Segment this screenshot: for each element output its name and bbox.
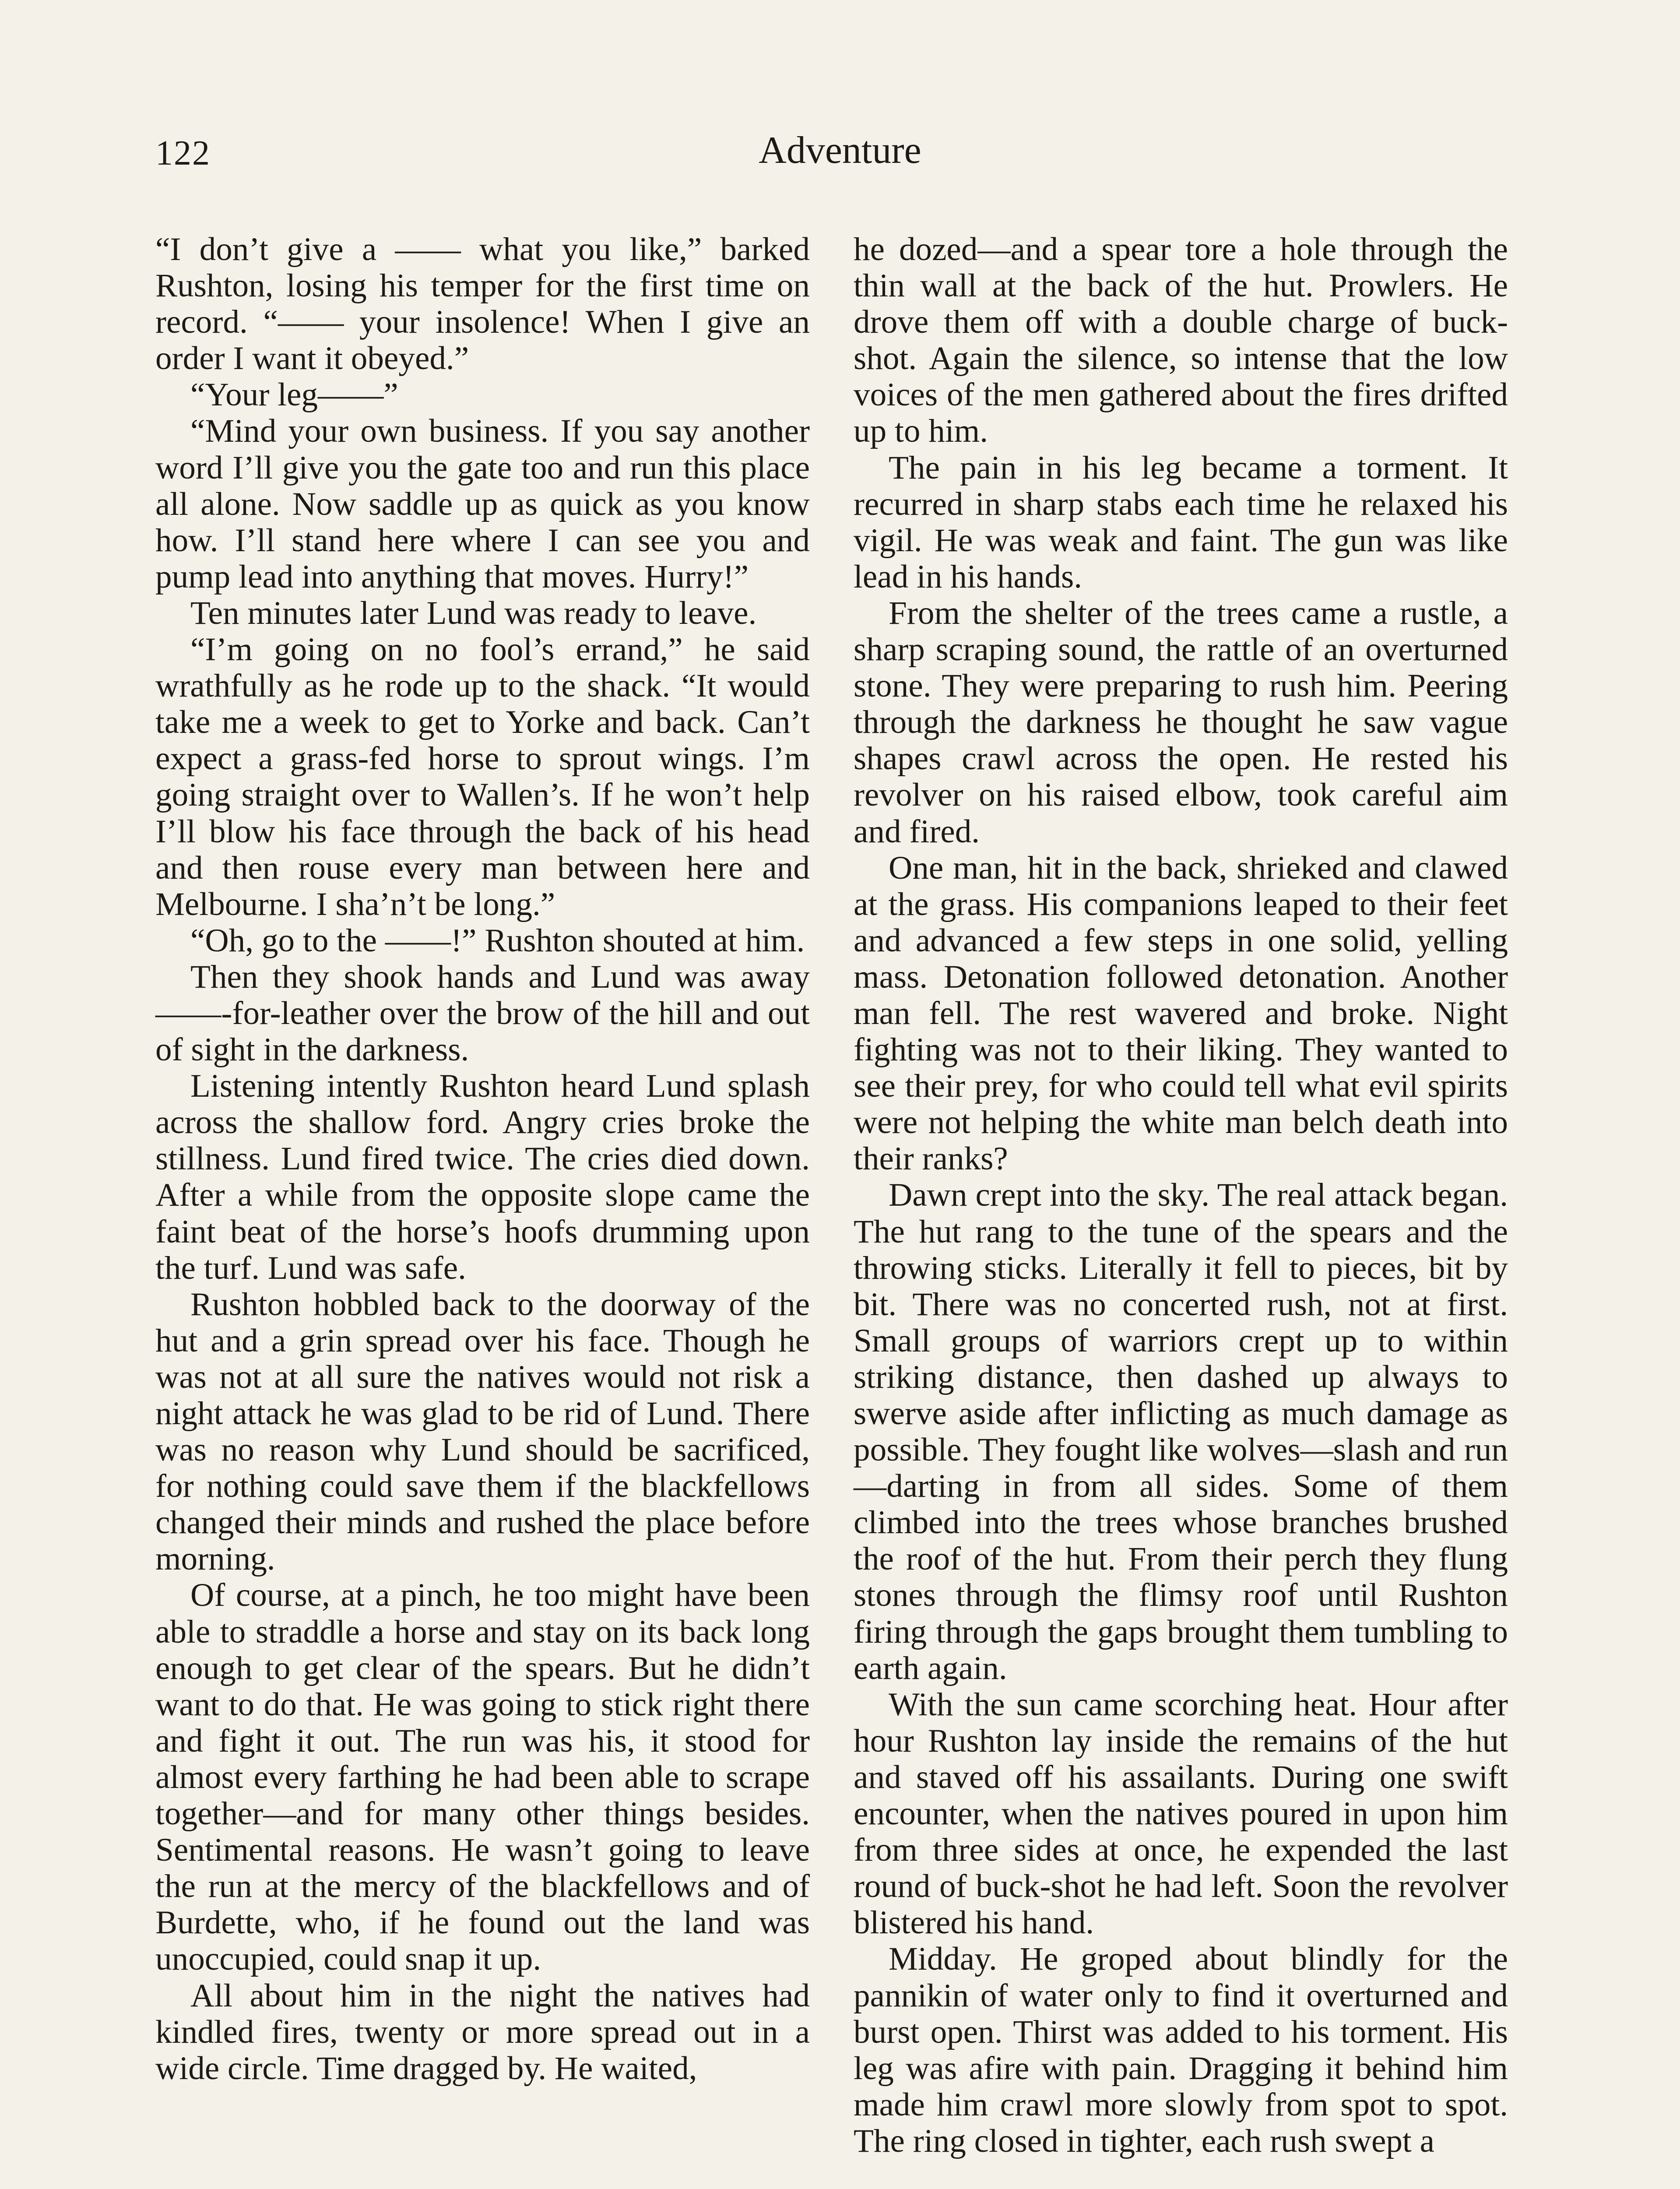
paragraph: “I’m going on no fool’s errand,” he said wrathfully as he rode up to the shack. “It would take me a week to get to Yorke and back. Can’t expect a grass-fed horse to sprout wings. I’m going straight over to Wallen’s. If he won’t help I’ll blow his face through the back of his head and then rouse every man between here and Melbourne. I sha’n’t be long.” [155, 631, 810, 922]
paragraph: “I don’t give a —— what you like,” barked Rushton, losing his temper for the first time on record. “—— your insolence! When I give an order I want it obeyed.” [155, 231, 810, 377]
running-title: Adventure [759, 129, 921, 172]
paragraph: “Oh, go to the ——!” Rushton shouted at him. [190, 922, 805, 959]
paragraph: Ten minutes later Lund was ready to leave. [190, 595, 757, 631]
paragraph: From the shelter of the trees came a rustle, a sharp scraping sound, the rattle of an overturned stone. They were preparing to rush him. Peering through the darkness he thought he saw vague shapes crawl across the open. He rested his revolver on his raised elbow, took careful aim and fired. [854, 595, 1508, 850]
paragraph: Rushton hobbled back to the doorway of the hut and a grin spread over his face. Though he was not at all sure the natives would not risk a night attack he was glad to be rid of Lund. There was no reason why Lund should be sacrificed, for nothing could save them if the blackfellows changed their minds and rushed the place before morning. [155, 1286, 810, 1577]
right-column [854, 231, 1508, 2159]
left-column [155, 231, 810, 2087]
paragraph: “Your leg——” [190, 377, 398, 413]
paragraph: “Mind your own business. If you say another word I’ll give you the gate too and run this place all alone. Now saddle up as quick as you know how. I’ll stand here where I can see you and pump lead into anything that moves. Hurry!” [155, 413, 810, 595]
page-number: 122 [155, 134, 211, 172]
paragraph: Then they shook hands and Lund was away ——-for-leather over the brow of the hill and out of sight in the darkness. [155, 958, 810, 1068]
paragraph: Midday. He groped about blindly for the pannikin of water only to find it overturned and burst open. Thirst was added to his torment. His leg was afire with pain. Dragging it behind him made him crawl more slowly from spot to spot. The ring closed in tighter, each rush swept a [854, 1941, 1508, 2159]
paragraph: Listening intently Rushton heard Lund splash across the shallow ford. Angry cries broke the stillness. Lund fired twice. The cries died down. After a while from the opposite slope came the faint beat of the horse’s hoofs drumming upon the turf. Lund was safe. [155, 1068, 810, 1286]
paragraph: With the sun came scorching heat. Hour after hour Rushton lay inside the remains of the hut and staved off his assailants. During one swift encounter, when the natives poured in upon him from three sides at once, he expended the last round of buck-shot he had left. Soon the revolver blistered his hand. [854, 1686, 1508, 1941]
paragraph: One man, hit in the back, shrieked and clawed at the grass. His companions leaped to their feet and advanced a few steps in one solid, yelling mass. Detonation followed detonation. Another man fell. The rest wavered and broke. Night fighting was not to their liking. They wanted to see their prey, for who could tell what evil spirits were not helping the white man belch death into their ranks? [854, 849, 1508, 1177]
paragraph: The pain in his leg became a torment. It recurred in sharp stabs each time he relaxed his vigil. He was weak and faint. The gun was like lead in his hands. [854, 449, 1508, 595]
paragraph: Of course, at a pinch, he too might have been able to straddle a horse and stay on its back long enough to get clear of the spears. But he didn’t want to do that. He was going to stick right there and fight it out. The run was his, it stood for almost every farthing he had been able to scrape together—and for many other things besides. Sentimental reasons. He wasn’t going to leave the run at the mercy of the blackfellows and of Burdette, who, if he found out the land was unoccupied, could snap it up. [155, 1577, 810, 1978]
paragraph: he dozed—and a spear tore a hole through the thin wall at the back of the hut. Prowlers. He drove them off with a double charge of buck-shot. Again the silence, so intense that the low voices of the men gathered about the fires drifted up to him. [854, 231, 1508, 450]
paragraph: Dawn crept into the sky. The real attack began. The hut rang to the tune of the spears and the throwing sticks. Literally it fell to pieces, bit by bit. There was no concerted rush, not at first. Small groups of warriors crept up to within striking distance, then dashed up always to swerve aside after inflicting as much damage as possible. They fought like wolves—slash and run—darting in from all sides. Some of them climbed into the trees whose branches brushed the roof of the hut. From their perch they flung stones through the flimsy roof until Rushton firing through the gaps brought them tumbling to earth again. [854, 1177, 1508, 1686]
paragraph: All about him in the night the natives had kindled fires, twenty or more spread out in a wide circle. Time dragged by. He waited, [155, 1977, 810, 2087]
